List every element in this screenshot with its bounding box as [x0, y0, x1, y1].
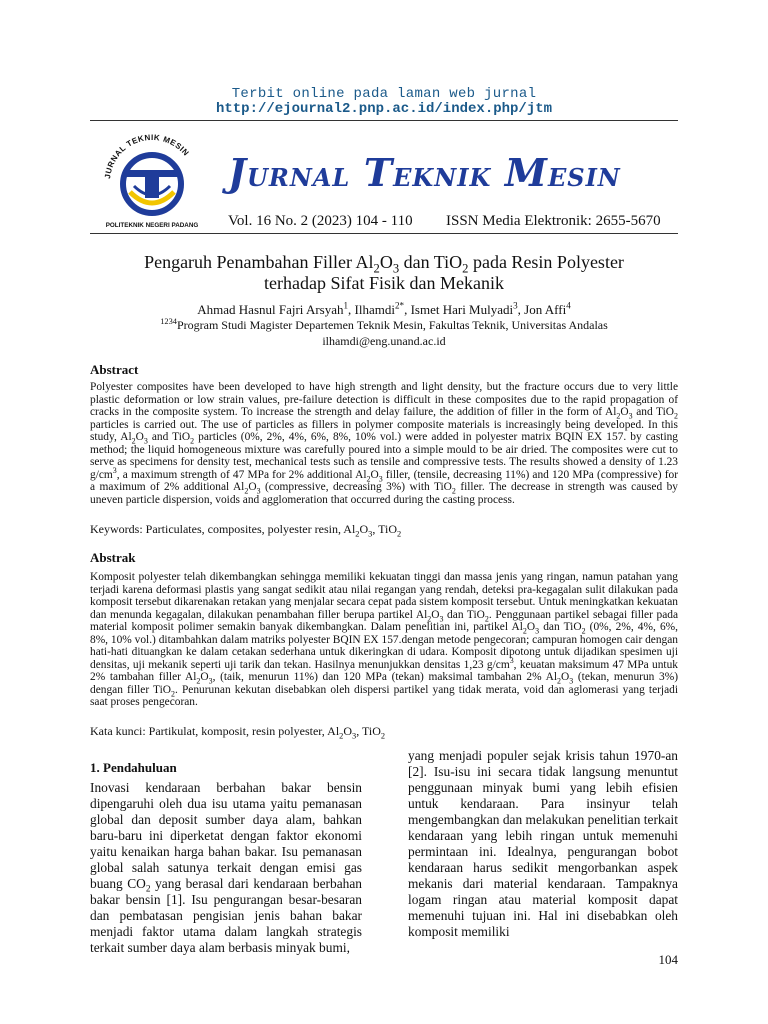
abstrak-keywords: Kata kunci: Partikulat, komposit, resin polyester, $Al_2O_3$, TiO$_2$: [90, 724, 386, 741]
paper-authors: Ahmad Hasnul Fajri Arsyah$^1$, Ilhamdi$^{2*}$, Ismet Hari Mulyadi$^3$, Jon Affi$^4$: [197, 300, 571, 317]
title-rule: [90, 233, 678, 234]
section-heading-pendahuluan: 1. Pendahuluan: [90, 760, 177, 775]
journal-issn: ISSN Media Elektronik: 2655-5670: [446, 213, 661, 229]
abstrak-heading: Abstrak: [90, 550, 136, 565]
journal-title: JURNAL TEKNIK MESIN: [228, 150, 621, 195]
journal-logo: [92, 126, 212, 230]
abstract-heading: Abstract: [90, 362, 139, 377]
paper-affiliation: $^{1234}$Program Studi Magister Departemen Teknik Mesin, Fakultas Teknik, Universitas Andalas: [160, 317, 608, 332]
corresponding-email[interactable]: ilhamdi@eng.unand.ac.id: [322, 334, 446, 348]
page-number: 104: [658, 952, 678, 967]
journal-url-link[interactable]: http://ejournal2.pnp.ac.id/index.php/jtm: [215, 101, 553, 117]
abstract-text: Polyester composites have been developed to have high strength and light density, but the fracture occurs due to very little plastic deformation or low strain values, pre-failure detection is difficult in these composites due to the rapid propagation of cracks in the composite system. To increase the strength and delay failure, the addition of filler in the form of $Al_2O_3$ and TiO$_2$ particles is carried out. The use of particles as fillers in polymer composite materials is increasingly being developed. In this study, $Al_2O_3$ and TiO$_2$ particles (0%, 2%, 4%, 6%, 8%, 10% vol.) were added in polyester matrix BQIN EX 157. by casting method; the liquid homogeneous mixture was carefully poured into a simple mould to be air dried. The composites were cut to serve as specimens for density test, mechanical tests such as tensile and compressive tests. The results showed a density of 1.23 $g/cm^3$, a maximum strength of 47 MPa for 2% additional $Al_2O_3$ filler, (tensile, decreasing 11%) and 120 MPa (compressive) for a maximum of 2% additional $Al_2O_3$ (compressive, decreasing 3%) with TiO$_2$ filler. The decrease in strength was caused by uneven particle dispersion, voids and agglomeration that occurred during the casting process.: [90, 381, 679, 506]
journal-online-note: Terbit online pada laman web jurnal: [231, 86, 537, 102]
logo-arc-text: JURNAL TEKNIK MESIN: [103, 132, 191, 180]
body-column-right: yang menjadi populer sejak krisis tahun 1970-an [2]. Isu-isu ini secara tidak langsung menuntut penggunaan minyak bumi yang lebih efisien untuk kendaraan. Para insinyur telah mengembangkan dan melakukan penelitian terkait kendaraan yang lebih ringan untuk memenuhi permintaan ini. Idealnya, pengurangan bobot kendaraan harus sedikit mengorbankan aspek mekanis dari material kendaraan. Tampaknya logam ringan atau material komposit dapat memenuhi tujuan ini. Hal ini disebabkan oleh komposit memiliki: [408, 748, 678, 939]
body-column-left: Inovasi kendaraan berbahan bakar bensin dipengaruhi oleh dua isu utama yaitu pemanasan global dan deposit sumber daya alam, bahkan baru-baru ini diperketat dengan faktor ekonomi yaitu kenaikan harga bahan bakar. Isu pemanasan global salah satunya terkait dengan emisi gas buang $CO_2$ yang berasal dari kendaraan berbahan bakar bensin [1]. Isu pengurangan besar-besaran dan pembatasan pengisian jenis bahan bakar menjadi faktor utama dalam langkah strategis terkait sumber daya alam berbasis minyak bumi,: [90, 780, 362, 955]
logo-bottom-text: POLITEKNIK NEGERI PADANG: [105, 222, 199, 229]
abstrak-text: Komposit polyester telah dikembangkan sehingga memiliki kekuatan tinggi dan massa jenis yang ringan, namun patahan yang terjadi karena deformasi plastis yang sangat sedikit atau nilai regangan yang rendah, deteksi pra-kegagalan sulit dilakukan pada komposit tersebut dikarenakan retakan yang menjalar secara cepat pada sistem komposit tersebut. Untuk meningkatkan kekuatan dan menunda kegagalan, dilakukan penambahan filler berupa partikel $Al_2O_3$ dan TiO$_2$. Penggunaan partikel sebagai filler pada material komposit polimer semakin banyak dikembangkan. Dalam penelitian ini, partikel $Al_2O_3$ dan TiO$_2$ (0%, 2%, 4%, 6%, 8%, 10% vol.) ditambahkan dalam matriks polyester BQIN EX 157.dengan metode pengecoran; campuran homogen cair dengan hati-hati dituangkan ke dalam cetakan sederhana untuk dikeringkan di udara. Komposit dipotong untuk dijadikan spesimen uji densitas, uji mekanik seperti uji tarik dan tekan. Hasilnya menunjukkan densitas 1,23 $g/cm^3$, keuatan maksimum 47 MPa untuk 2% tambahan filler $Al_2O_3$, (taik, menurun 11%) dan 120 MPa (tekan) maksimal tambahan 2% $Al_2O_3$ (tekan, menurun 3%) dengan filler TiO$_2$. Penurunan kekutan disebabkan oleh dispersi partikel yang tidak merata, void dan aglomerasi yang terjadi saat proses pengecoran.: [90, 571, 679, 708]
abstract-keywords: Keywords: Particulates, composites, polyester resin, $Al_2O_3$, TiO$_2$: [90, 522, 402, 539]
journal-logo-emblem: [92, 126, 212, 230]
header-rule: [90, 120, 678, 121]
paper-title: Pengaruh Penambahan Filler $Al_2O_3$ dan TiO$_2$ pada Resin Polyester terhadap Sifat Fisik dan Mekanik: [144, 252, 624, 293]
journal-volume: Vol. 16 No. 2 (2023) 104 - 110: [228, 213, 413, 229]
